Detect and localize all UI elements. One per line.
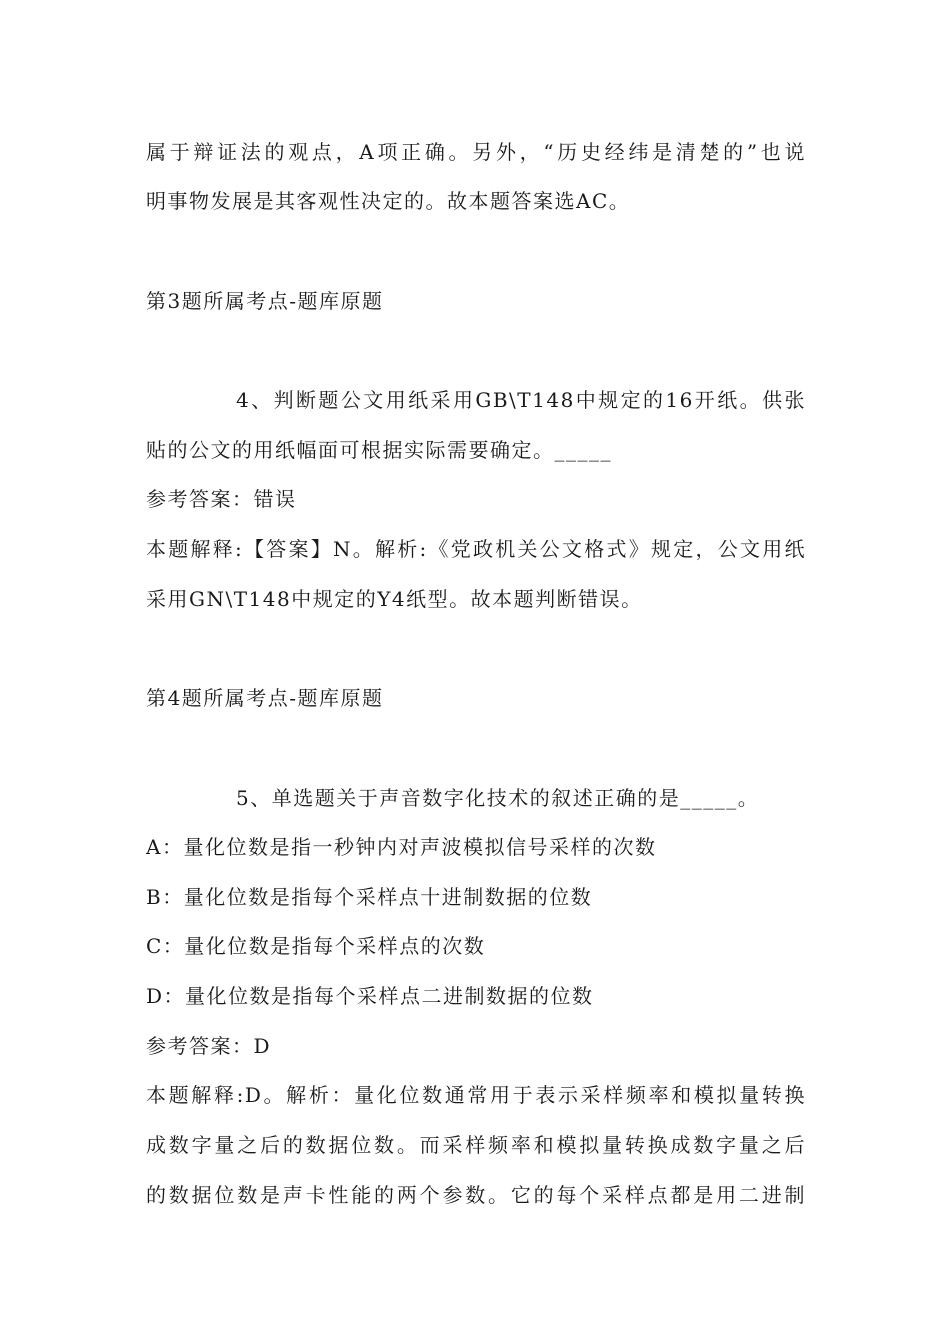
q5-option-d: D：量化位数是指每个采样点二进制数据的位数 bbox=[146, 984, 594, 1008]
q5-option-b: B：量化位数是指每个采样点十进制数据的位数 bbox=[146, 885, 593, 909]
q5-explanation-line-1: 本题解释:D。解析：量化位数通常用于表示采样频率和模拟量转换 bbox=[146, 1083, 806, 1107]
prev-explanation-line-2: 明事物发展是其客观性决定的。故本题答案选AC。 bbox=[146, 189, 631, 213]
q5-stem: 5、单选题关于声音数字化技术的叙述正确的是_____。 bbox=[236, 786, 760, 810]
q4-stem-line-1: 4、判断题公文用纸采用GB\T148中规定的16开纸。供张 bbox=[236, 388, 806, 412]
q4-answer: 参考答案：错误 bbox=[146, 487, 297, 511]
q4-stem-line-2: 贴的公文的用纸幅面可根据实际需要确定。_____ bbox=[146, 438, 612, 462]
q5-option-a: A：量化位数是指一秒钟内对声波模拟信号采样的次数 bbox=[146, 835, 657, 859]
q5-explanation-line-3: 的数据位数是声卡性能的两个参数。它的每个采样点都是用二进制 bbox=[146, 1183, 806, 1207]
q4-explanation-line-2: 采用GN\T148中规定的Y4纸型。故本题判断错误。 bbox=[146, 587, 643, 611]
q5-explanation-line-2: 成数字量之后的数据位数。而采样频率和模拟量转换成数字量之后 bbox=[146, 1133, 806, 1157]
q5-answer: 参考答案：D bbox=[146, 1034, 272, 1058]
q5-option-c: C：量化位数是指每个采样点的次数 bbox=[146, 934, 486, 958]
q3-source-label: 第3题所属考点-题库原题 bbox=[146, 289, 384, 313]
q4-explanation-line-1: 本题解释:【答案】N。解析:《党政机关公文格式》规定，公文用纸 bbox=[146, 537, 806, 561]
prev-explanation-line-1: 属于辩证法的观点，A项正确。另外，“历史经纬是清楚的”也说 bbox=[146, 140, 806, 164]
q4-source-label: 第4题所属考点-题库原题 bbox=[146, 686, 384, 710]
